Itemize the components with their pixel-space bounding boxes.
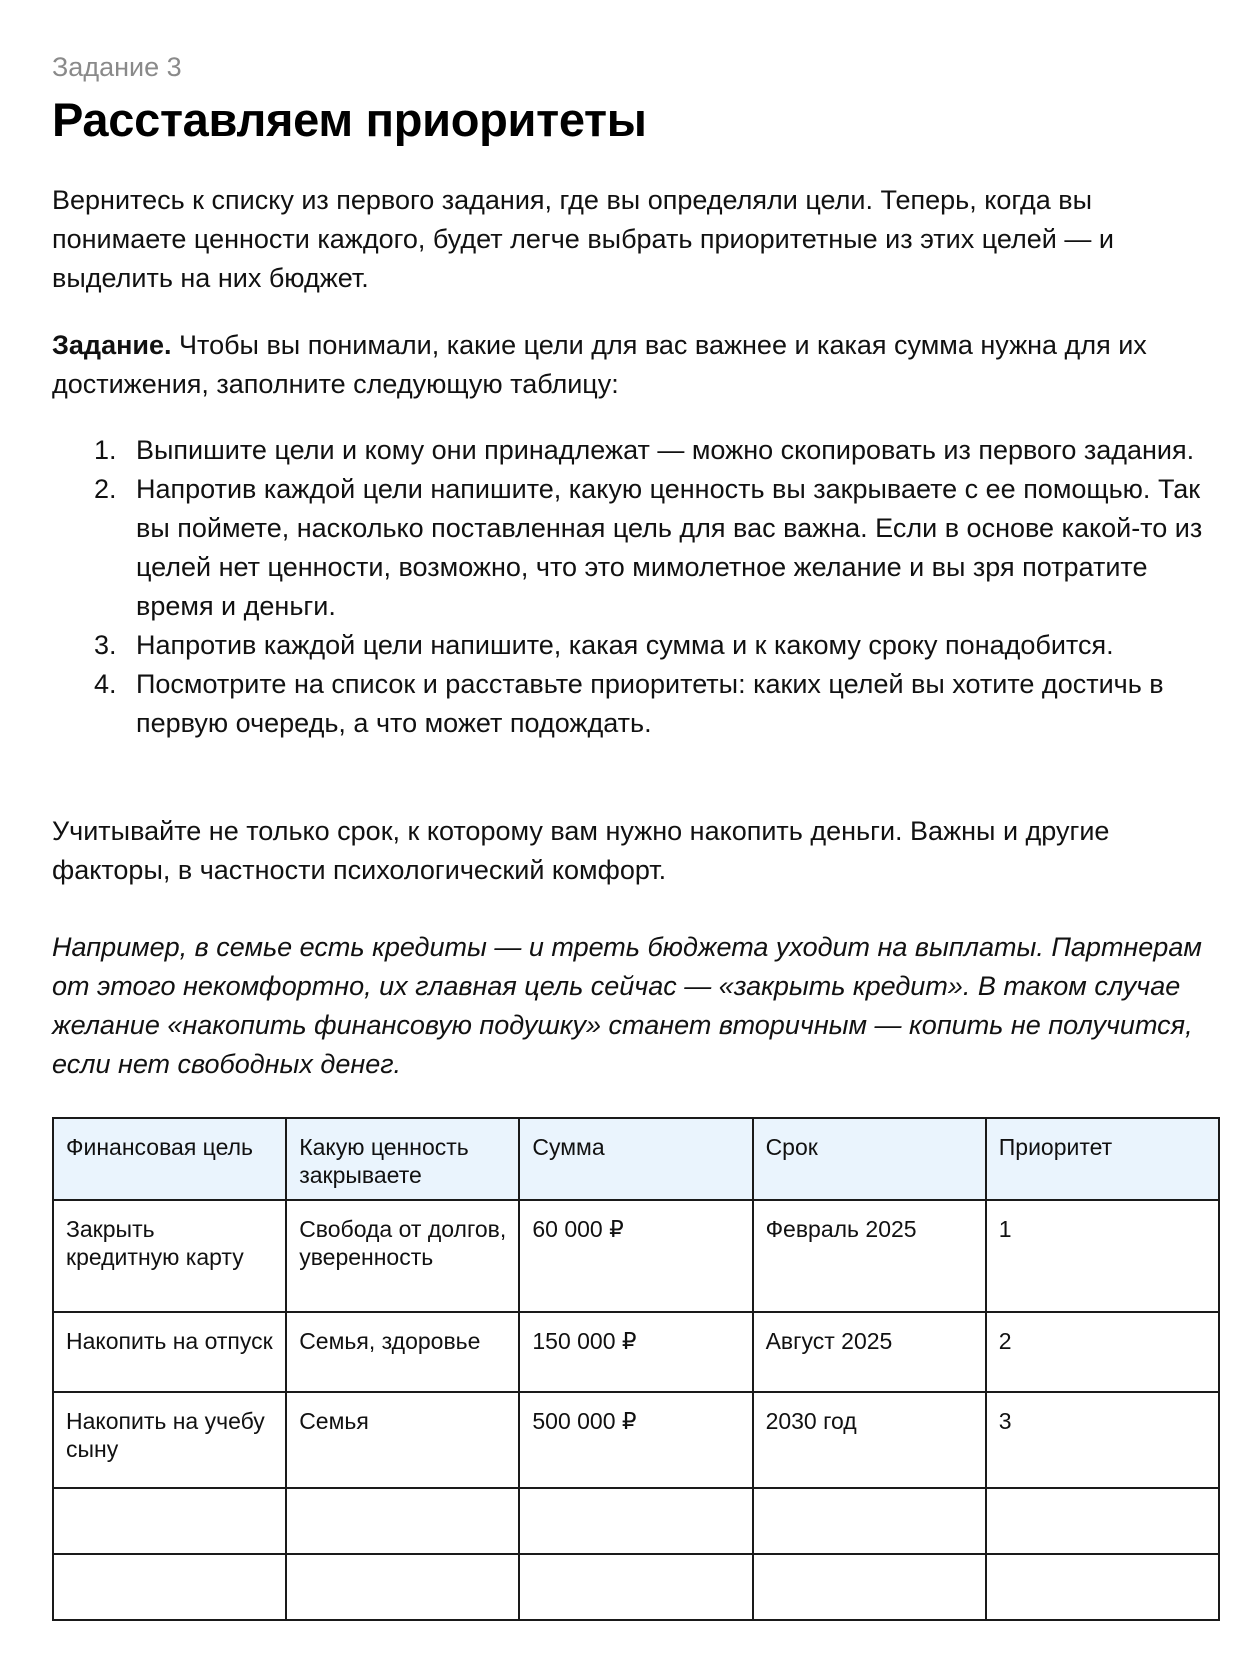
task-lead: Задание.: [52, 330, 172, 360]
empty-cell[interactable]: [53, 1554, 286, 1620]
list-item: [52, 665, 1232, 743]
empty-cell[interactable]: [519, 1554, 752, 1620]
table-row: [53, 1392, 1219, 1488]
list-item-number: 3.: [94, 630, 117, 660]
list-item-number: 2.: [94, 474, 117, 504]
column-header-goal: Финансовая цель: [53, 1118, 286, 1200]
empty-cell[interactable]: [986, 1488, 1219, 1554]
empty-cell[interactable]: [519, 1488, 752, 1554]
list-item: [52, 470, 1232, 626]
intro-paragraph: Вернитесь к списку из первого задания, где вы определяли цели. Теперь, когда вы понимаете ценности каждого, будет легче выбрать приоритетные из этих целей — и выделить на них бюджет.: [52, 185, 1114, 293]
empty-cell[interactable]: [753, 1554, 986, 1620]
table-cell[interactable]: 2: [986, 1312, 1219, 1392]
table-row-empty: [53, 1488, 1219, 1554]
table-row: [53, 1312, 1219, 1392]
empty-cell[interactable]: [286, 1554, 519, 1620]
table-cell[interactable]: Февраль 2025: [753, 1200, 986, 1312]
table-cell[interactable]: Август 2025: [753, 1312, 986, 1392]
table-row: [53, 1200, 1219, 1312]
list-item-text: Напротив каждой цели напишите, какую ценность вы закрываете с ее помощью. Так вы поймете, насколько поставленная цель для вас важна. Если в основе какой-то из целей нет ценности, возможно, что это мимолетное желание и вы зря потратите время и деньги.: [136, 474, 1203, 621]
table-header-row: [53, 1118, 1219, 1200]
column-header-amount: Сумма: [519, 1118, 752, 1200]
table-cell[interactable]: 3: [986, 1392, 1219, 1488]
list-item-text: Посмотрите на список и расставьте приоритеты: каких целей вы хотите достичь в первую очередь, а что может подождать.: [136, 669, 1164, 738]
table-cell[interactable]: Семья, здоровье: [286, 1312, 519, 1392]
table-row-empty: [53, 1554, 1219, 1620]
table-cell[interactable]: Закрыть кредитную карту: [53, 1200, 286, 1312]
table-cell[interactable]: 60 000 ₽: [519, 1200, 752, 1312]
empty-cell[interactable]: [753, 1488, 986, 1554]
page-title: Расставляем приоритеты: [52, 93, 647, 146]
task-text: Чтобы вы понимали, какие цели для вас важнее и какая сумма нужна для их достижения, заполните следующую таблицу:: [52, 330, 1147, 399]
column-header-deadline: Срок: [753, 1118, 986, 1200]
table-cell[interactable]: 150 000 ₽: [519, 1312, 752, 1392]
steps-list: [52, 431, 1232, 743]
task-number: Задание 3: [52, 52, 182, 82]
list-item-number: 4.: [94, 669, 117, 699]
note-paragraph: Учитывайте не только срок, к которому вам нужно накопить деньги. Важны и другие факторы, в частности психологический комфорт.: [52, 816, 1110, 885]
column-header-value: Какую ценность закрываете: [286, 1118, 519, 1200]
empty-cell[interactable]: [53, 1488, 286, 1554]
table-cell[interactable]: Семья: [286, 1392, 519, 1488]
goals-table: [52, 1117, 1220, 1621]
table-cell[interactable]: Накопить на отпуск: [53, 1312, 286, 1392]
list-item-text: Напротив каждой цели напишите, какая сумма и к какому сроку понадобится.: [136, 630, 1114, 660]
table-cell[interactable]: 2030 год: [753, 1392, 986, 1488]
example-paragraph: Например, в семье есть кредиты — и треть бюджета уходит на выплаты. Партнерам от этого некомфортно, их главная цель сейчас — «закрыть кредит». В таком случае желание «накопить финансовую подушку» станет вторичным — копить не получится, если нет свободных денег.: [52, 932, 1202, 1079]
task-paragraph: [52, 326, 1232, 404]
table-cell[interactable]: Свобода от долгов, уверенность: [286, 1200, 519, 1312]
column-header-priority: Приоритет: [986, 1118, 1219, 1200]
list-item-text: Выпишите цели и кому они принадлежат — можно скопировать из первого задания.: [136, 435, 1195, 465]
list-item: [52, 431, 1232, 470]
table-cell[interactable]: 1: [986, 1200, 1219, 1312]
table-cell[interactable]: Накопить на учебу сыну: [53, 1392, 286, 1488]
empty-cell[interactable]: [986, 1554, 1219, 1620]
list-item-number: 1.: [94, 435, 117, 465]
table-cell[interactable]: 500 000 ₽: [519, 1392, 752, 1488]
list-item: [52, 626, 1232, 665]
empty-cell[interactable]: [286, 1488, 519, 1554]
